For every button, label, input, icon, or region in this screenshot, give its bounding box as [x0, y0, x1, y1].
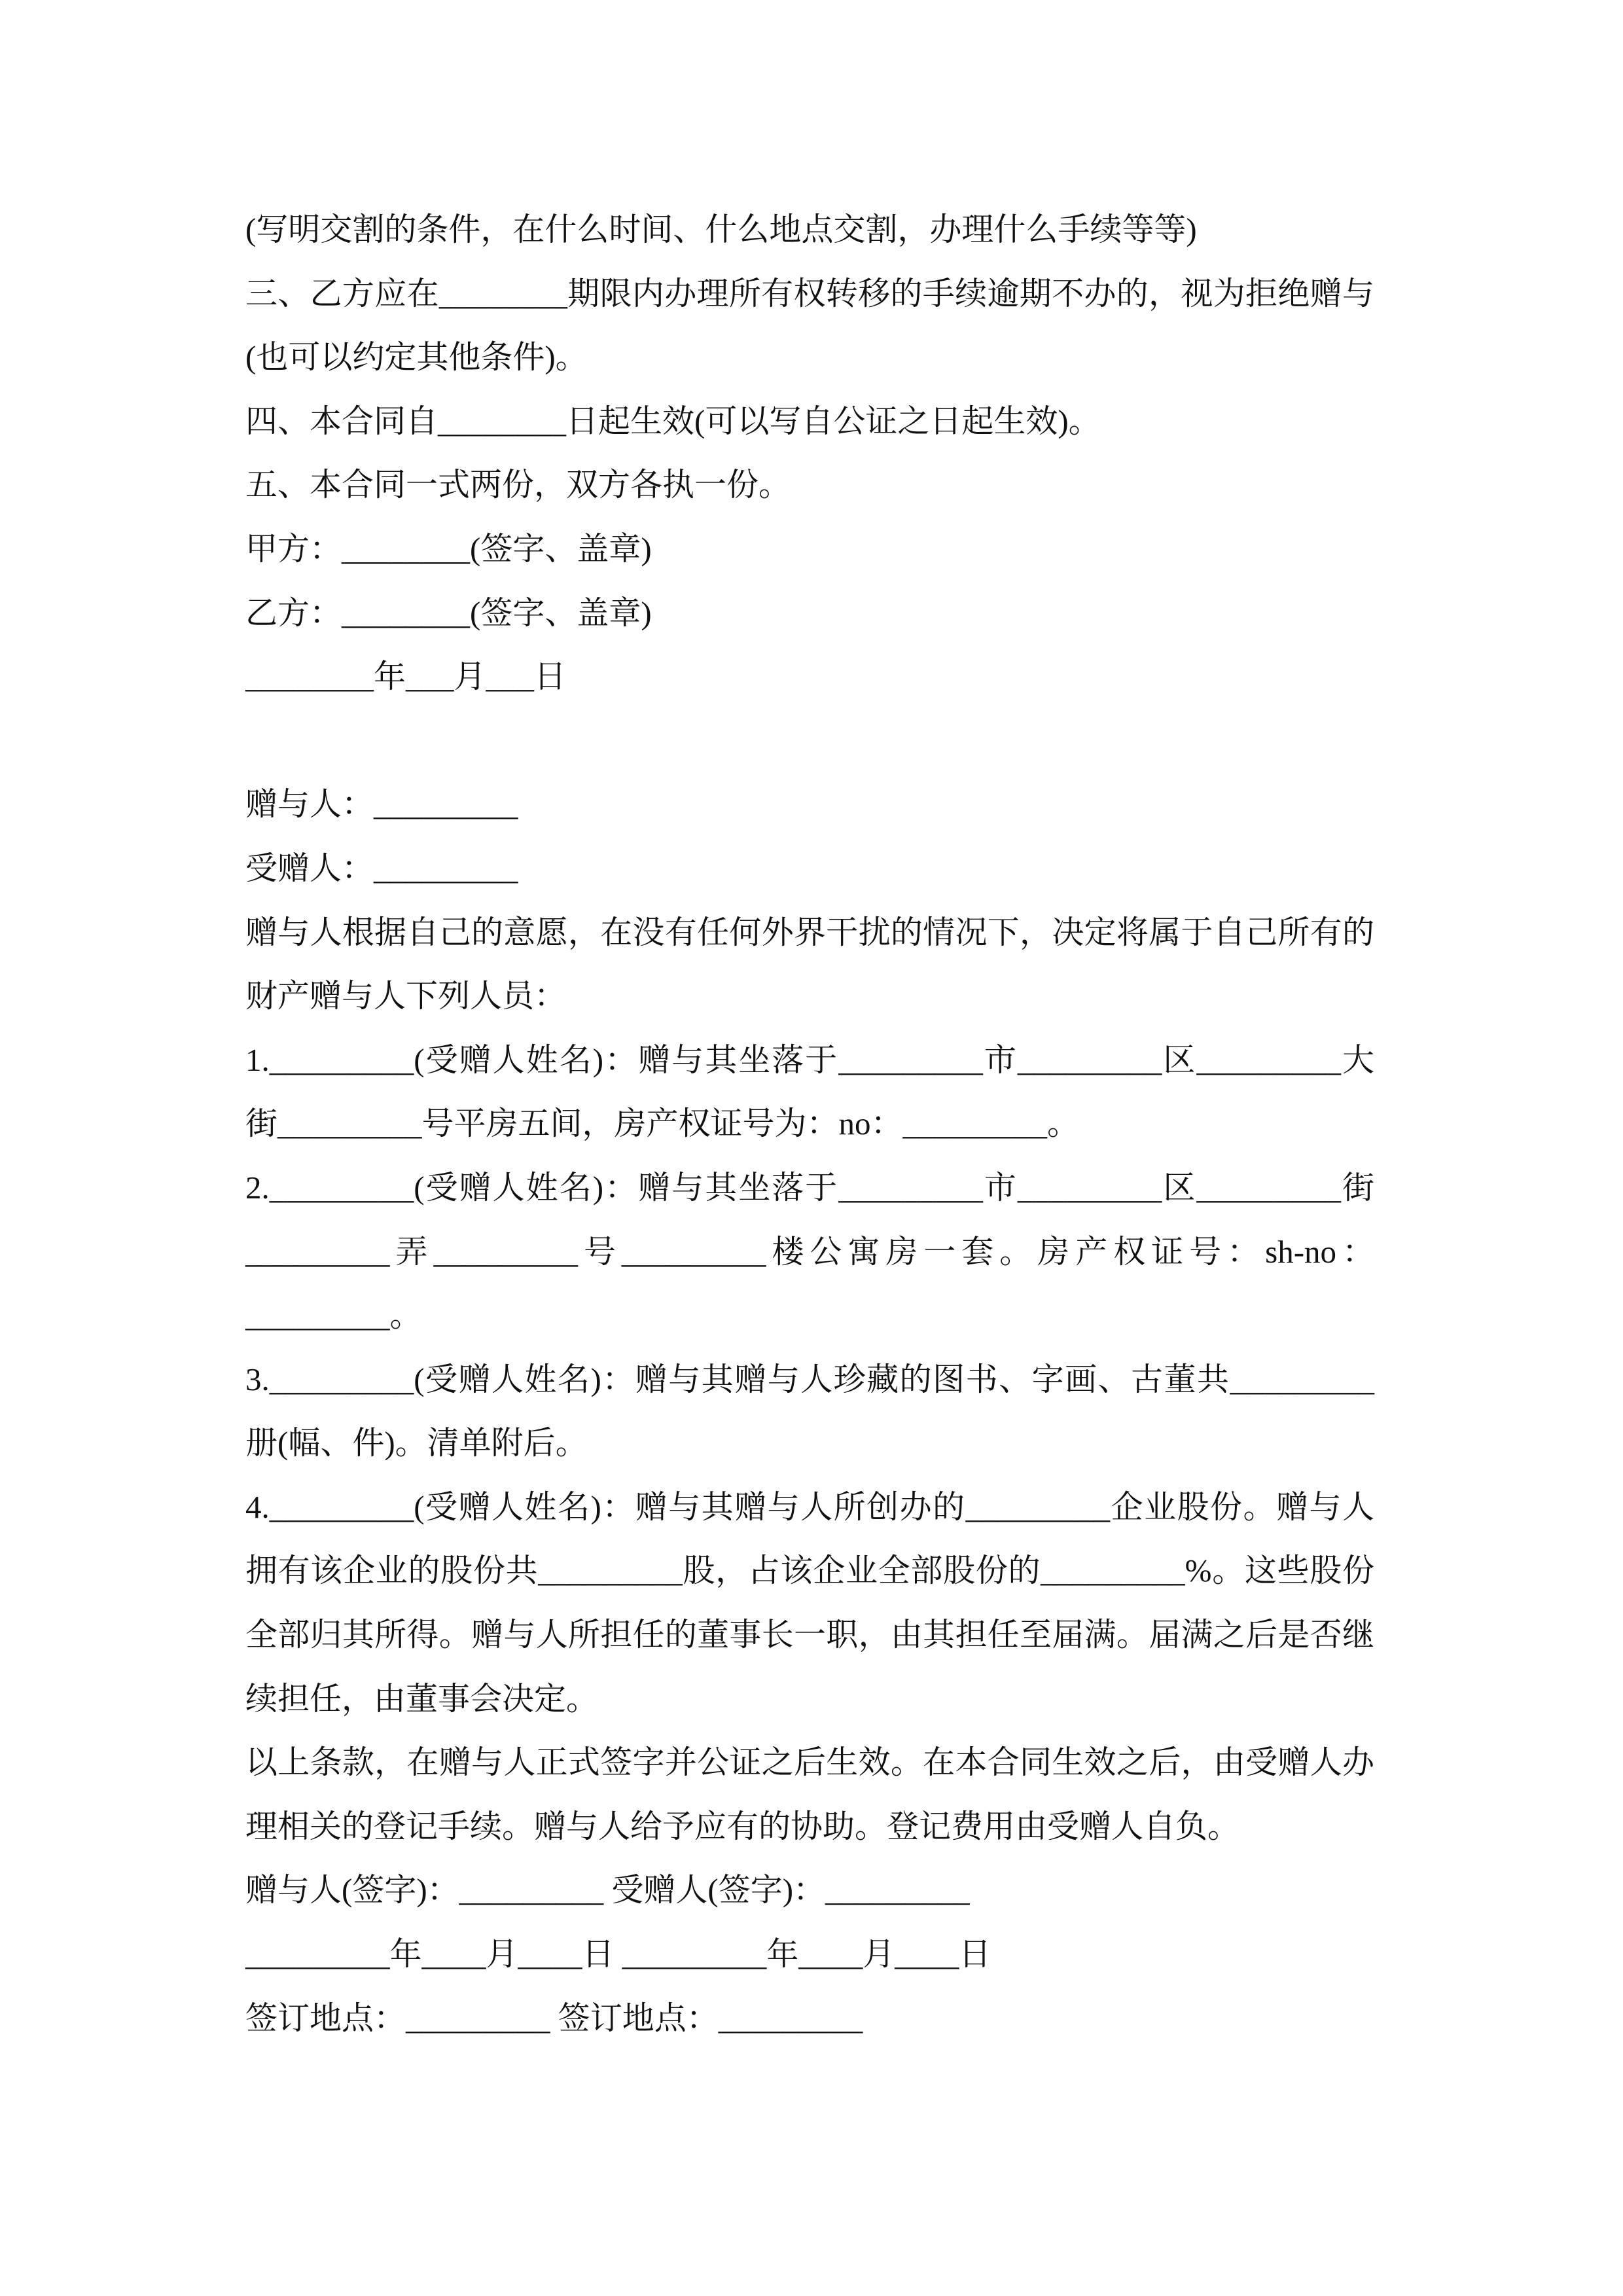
text-line: _________弄_________号_________楼公寓房一套。房产权证号：sh-no：: [245, 1233, 1374, 1270]
text-line: (也可以约定其他条件)。: [245, 339, 588, 376]
clause-1: 1._________(受赠人姓名)：赠与其坐落于_________市_________区_________大: [245, 1041, 1374, 1078]
clause-4: 4._________(受赠人姓名)：赠与其赠与人所创办的_________企业股份。赠与人: [245, 1488, 1374, 1525]
text-line: (写明交割的条件，在什么时间、什么地点交割，办理什么手续等等): [245, 211, 1197, 247]
text-line: 拥有该企业的股份共_________股，占该企业全部股份的_________%。这些股份: [245, 1552, 1374, 1589]
signature-line: 赠与人(签字)：_________ 受赠人(签字)：_________: [245, 1872, 970, 1909]
signature-line-party-a: 甲方：________(签字、盖章): [245, 530, 652, 567]
text-line: 以上条款，在赠与人正式签字并公证之后生效。在本合同生效之后，由受赠人办: [245, 1744, 1374, 1781]
blank-line: [245, 709, 1374, 773]
text-line: 全部归其所得。赠与人所担任的董事长一职，由其担任至届满。届满之后是否继: [245, 1617, 1374, 1653]
date-line: _________年____月____日 _________年____月____日: [245, 1936, 991, 1973]
text-line: 册(幅、件)。清单附后。: [245, 1425, 588, 1462]
clause-3: 3._________(受赠人姓名)：赠与其赠与人珍藏的图书、字画、古董共_________: [245, 1361, 1374, 1397]
text-line: 五、本合同一式两份，双方各执一份。: [245, 467, 791, 503]
document-page: [245, 198, 1374, 2050]
text-line: 续担任，由董事会决定。: [245, 1680, 599, 1717]
text-line: 四、本合同自________日起生效(可以写自公证之日起生效)。: [245, 403, 1101, 439]
text-line: 财产赠与人下列人员：: [245, 978, 567, 1014]
donor-line: 赠与人：_________: [245, 786, 518, 823]
text-line: 街_________号平房五间，房产权证号为：no：_________。: [245, 1105, 1080, 1142]
donee-line: 受赠人：_________: [245, 850, 518, 886]
signature-line-party-b: 乙方：________(签字、盖章): [245, 594, 652, 631]
text-line: 三、乙方应在________期限内办理所有权转移的手续逾期不办的，视为拒绝赠与: [245, 275, 1374, 312]
signing-place-line: 签订地点：_________ 签订地点：_________: [245, 2000, 863, 2036]
text-line: 理相关的登记手续。赠与人给予应有的协助。登记费用由受赠人自负。: [245, 1808, 1240, 1844]
clause-2: 2._________(受赠人姓名)：赠与其坐落于_________市_________区_________街: [245, 1169, 1374, 1206]
text-line: _________。: [245, 1297, 422, 1334]
date-line: ________年___月___日: [245, 658, 567, 695]
text-line: 赠与人根据自己的意愿，在没有任何外界干扰的情况下，决定将属于自己所有的: [245, 914, 1374, 950]
